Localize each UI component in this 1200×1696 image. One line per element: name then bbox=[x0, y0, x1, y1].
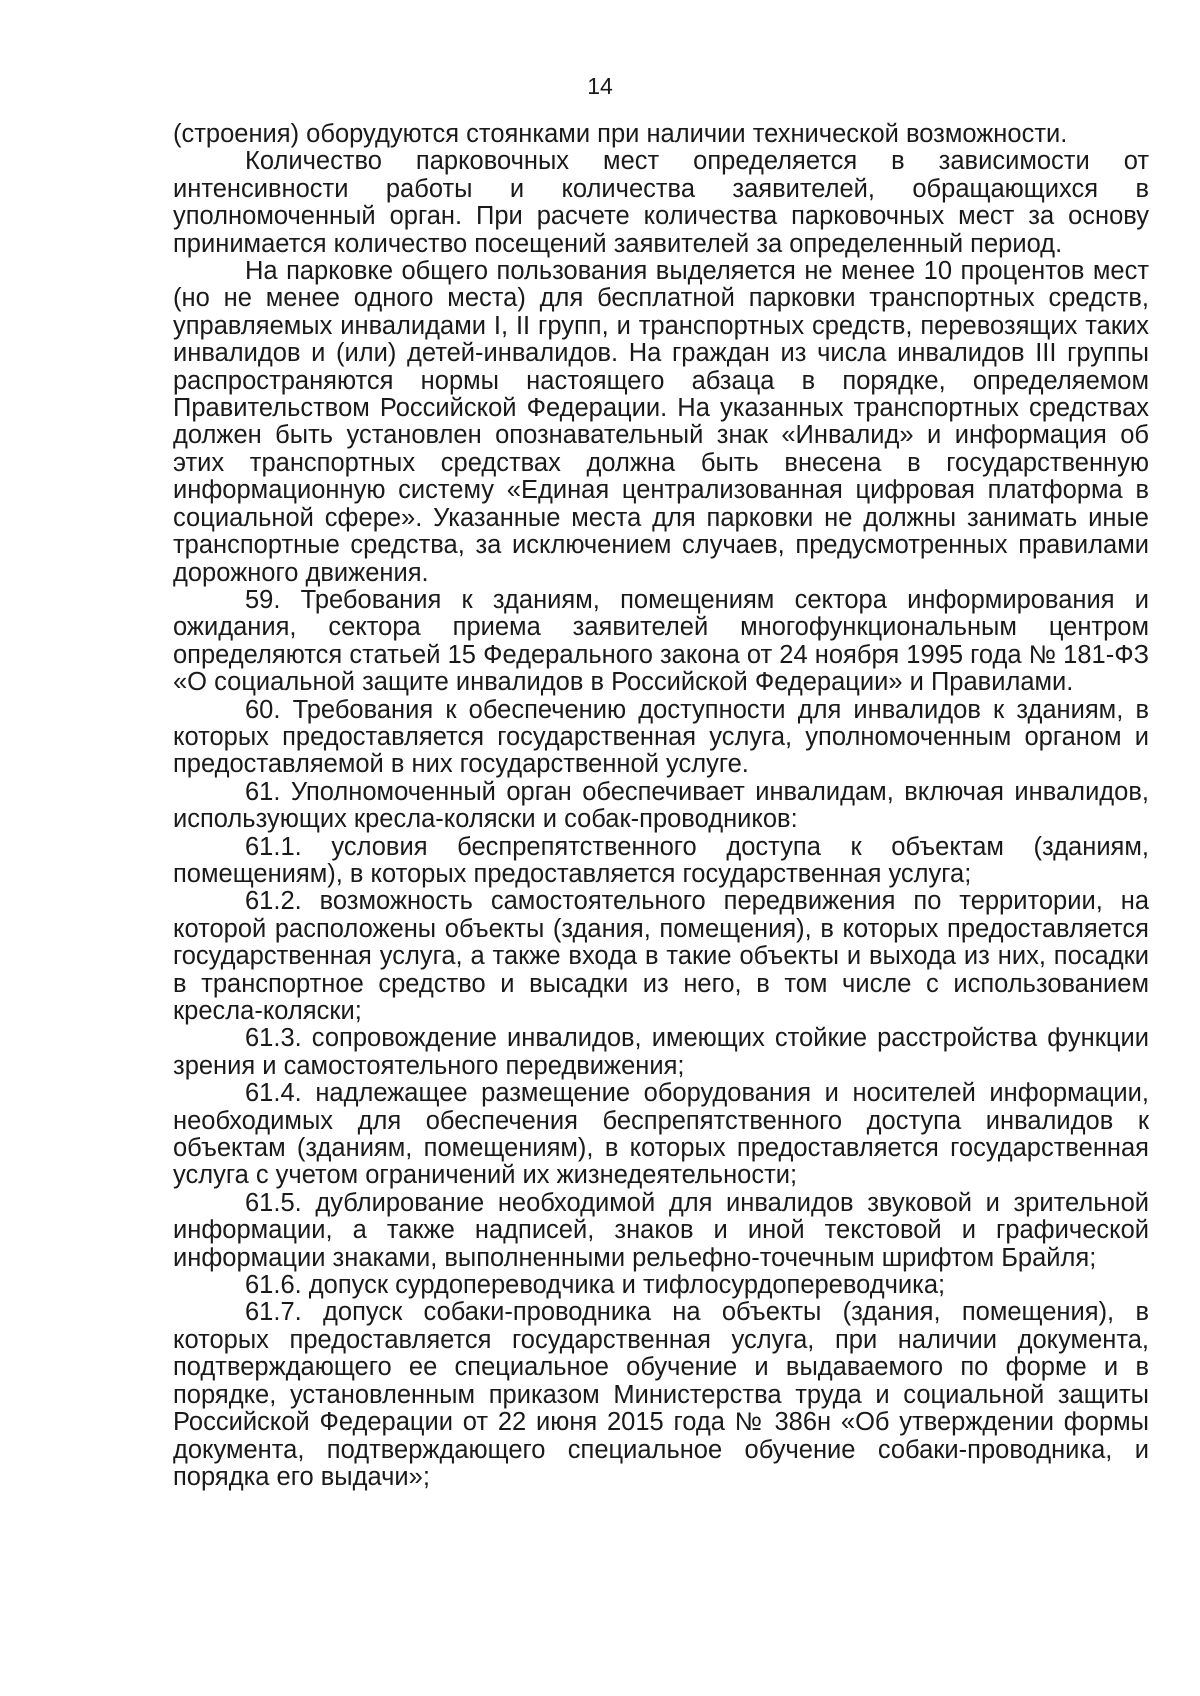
paragraph-parking-count: Количество парковочных мест определяется в зависимости от интенсивности работы и количества заявителей, обращающихся в уполномоченный орган. При расчете количества парковочных мест за основу принимается количество посещений заявителей за определенный период. bbox=[173, 147, 1149, 258]
paragraph-61-4: 61.4. надлежащее размещение оборудования и носителей информации, необходимых для обеспечения беспрепятственного доступа инвалидов к объектам (зданиям, помещениям), в которых предоставляется государственная услуга с учетом ограничений их жизнедеятельности; bbox=[173, 1079, 1149, 1190]
paragraph-61-3: 61.3. сопровождение инвалидов, имеющих стойкие расстройства функции зрения и самостоятельного передвижения; bbox=[173, 1024, 1149, 1080]
paragraph-parking-disabled: На парковке общего пользования выделяется не менее 10 процентов мест (но не менее одного места) для бесплатной парковки транспортных средств, управляемых инвалидами I, II групп, и транспортных средств, перевозящих таких инвалидов и (или) детей-инвалидов. На граждан из числа инвалидов III группы распространяются нормы настоящего абзаца в порядке, определяемом Правительством Российской Федерации. На указанных транспортных средствах должен быть установлен опознавательный знак «Инвалид» и информация об этих транспортных средствах должна быть внесена в государственную информационную систему «Единая централизованная цифровая платформа в социальной сфере». Указанные места для парковки не должны занимать иные транспортные средства, за исключением случаев, предусмотренных правилами дорожного движения. bbox=[173, 257, 1149, 587]
paragraph-61: 61. Уполномоченный орган обеспечивает инвалидам, включая инвалидов, использующих кресла-коляски и собак-проводников: bbox=[173, 777, 1149, 834]
page-number: 14 bbox=[587, 73, 613, 99]
paragraph-continuation: (строения) оборудуются стоянками при наличии технической возможности. bbox=[173, 120, 1068, 148]
paragraph-61-2: 61.2. возможность самостоятельного передвижения по территории, на которой расположены объекты (здания, помещения), в которых предоставляется государственная услуга, а также входа в такие объекты и выхода из них, посадки в транспортное средство и высадки из него, в том числе с использованием кресла-коляски; bbox=[173, 887, 1149, 1025]
document-body bbox=[173, 121, 1149, 1491]
paragraph-60: 60. Требования к обеспечению доступности для инвалидов к зданиям, в которых предоставляется государственная услуга, уполномоченным органом и предоставляемой в них государственной услуге. bbox=[173, 695, 1149, 779]
paragraph-61-1: 61.1. условия беспрепятственного доступа к объектам (зданиям, помещениям), в которых предоставляется государственная услуга; bbox=[173, 832, 1149, 888]
paragraph-61-7: 61.7. допуск собаки-проводника на объекты (здания, помещения), в которых предоставляется государственная услуга, при наличии документа, подтверждающего ее специальное обучение и выдаваемого по форме и в порядке, установленным приказом Министерства труда и социальной защиты Российской Федерации от 22 июня 2015 года № 386н «Об утверждении формы документа, подтверждающего специальное обучение собаки-проводника, и порядка его выдачи»; bbox=[173, 1298, 1149, 1491]
paragraph-59: 59. Требования к зданиям, помещениям сектора информирования и ожидания, сектора приема заявителей многофункциональным центром определяются статьей 15 Федерального закона от 24 ноября 1995 года № 181-ФЗ «О социальной защите инвалидов в Российской Федерации» и Правилами. bbox=[173, 585, 1149, 697]
paragraph-61-5: 61.5. дублирование необходимой для инвалидов звуковой и зрительной информации, а также надписей, знаков и иной текстовой и графической информации знаками, выполненными рельефно-точечным шрифтом Брайля; bbox=[173, 1188, 1149, 1272]
paragraph-61-6: 61.6. допуск сурдопереводчика и тифлосурдопереводчика; bbox=[245, 1271, 946, 1300]
